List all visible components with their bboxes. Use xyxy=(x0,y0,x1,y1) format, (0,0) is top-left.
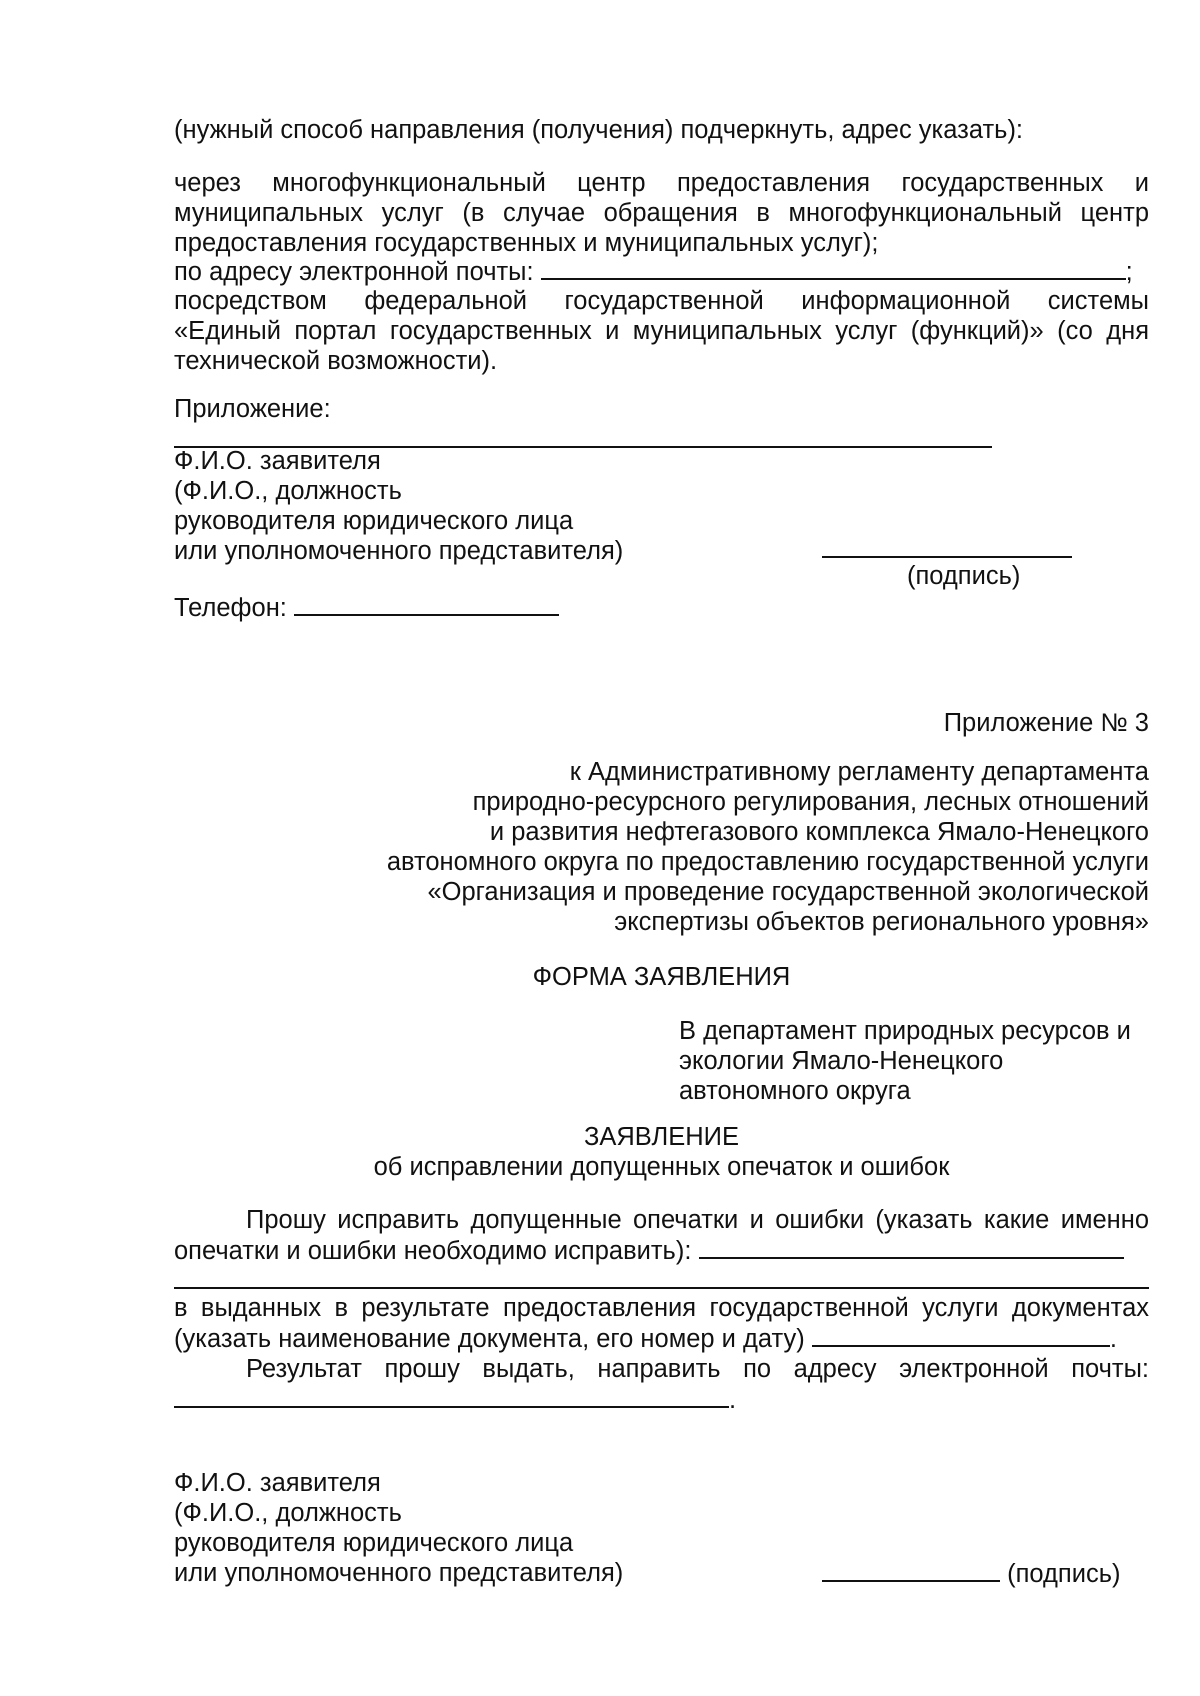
form-title: ФОРМА ЗАЯВЛЕНИЯ xyxy=(532,963,791,991)
result-email-blank[interactable] xyxy=(174,1384,729,1408)
appendix-reference: к Административному регламенту департамента природно-ресурсного регулирования, лесных отношений и развития нефтегазового комплекса Ямало-Ненецкого автономного округа по предоставлению государственной услуги «Организация и проведение государственной экологической экспертизы объектов регионального уровня» xyxy=(386,758,1149,936)
document-blank[interactable] xyxy=(812,1323,1110,1347)
phone-row: Телефон: xyxy=(174,592,1149,623)
signature-row-bottom: (подпись) xyxy=(822,1558,1142,1589)
applicant-fio-block: Ф.И.О. заявителя (Ф.И.О., должность руководителя юридического лица или уполномоченного представителя) xyxy=(174,447,624,565)
attachment-row: Приложение: xyxy=(174,394,1149,455)
errors-blank-continued[interactable] xyxy=(174,1287,1149,1289)
statement-documents: в выданных в результате предоставления государственной услуги документах (указать наименование документа, его номер и дату) . Результат прошу выдать, направить по адресу электронной почты: . xyxy=(174,1294,1149,1414)
signature-line[interactable] xyxy=(822,556,1072,558)
option-mfc: через многофункциональный центр предоставления государственных и муниципальных услуг (в случае обращения в многофункциональный центр предоставления государственных и муниципальных услуг); xyxy=(174,169,1149,257)
statement-body: Прошу исправить допущенные опечатки и ошибки (указать какие именно опечатки и ошибки необходимо исправить): xyxy=(174,1206,1149,1265)
email-blank[interactable] xyxy=(541,256,1126,280)
applicant-fio-block-bottom: Ф.И.О. заявителя (Ф.И.О., должность руководителя юридического лица или уполномоченного представителя) xyxy=(174,1469,624,1587)
phone-blank[interactable] xyxy=(294,592,559,616)
appendix-number: Приложение № 3 xyxy=(943,709,1149,737)
errors-blank[interactable] xyxy=(699,1235,1124,1259)
addressee-block: В департамент природных ресурсов и экологии Ямало-Ненецкого автономного округа xyxy=(679,1017,1131,1105)
attachment-blank[interactable] xyxy=(174,424,992,448)
signature-line-bottom[interactable] xyxy=(822,1558,1000,1582)
signature-label: (подпись) xyxy=(907,562,1021,590)
statement-title: ЗАЯВЛЕНИЕ об исправлении допущенных опечаток и ошибок xyxy=(373,1123,950,1181)
option-email: по адресу электронной почты: ; xyxy=(174,258,1133,286)
delivery-method-note: (нужный способ направления (получения) подчеркнуть, адрес указать): xyxy=(174,116,1024,144)
option-epgu: посредством федеральной государственной информационной системы «Единый портал государственных и муниципальных услуг (функций)» (со дня технической возможности). xyxy=(174,287,1149,375)
